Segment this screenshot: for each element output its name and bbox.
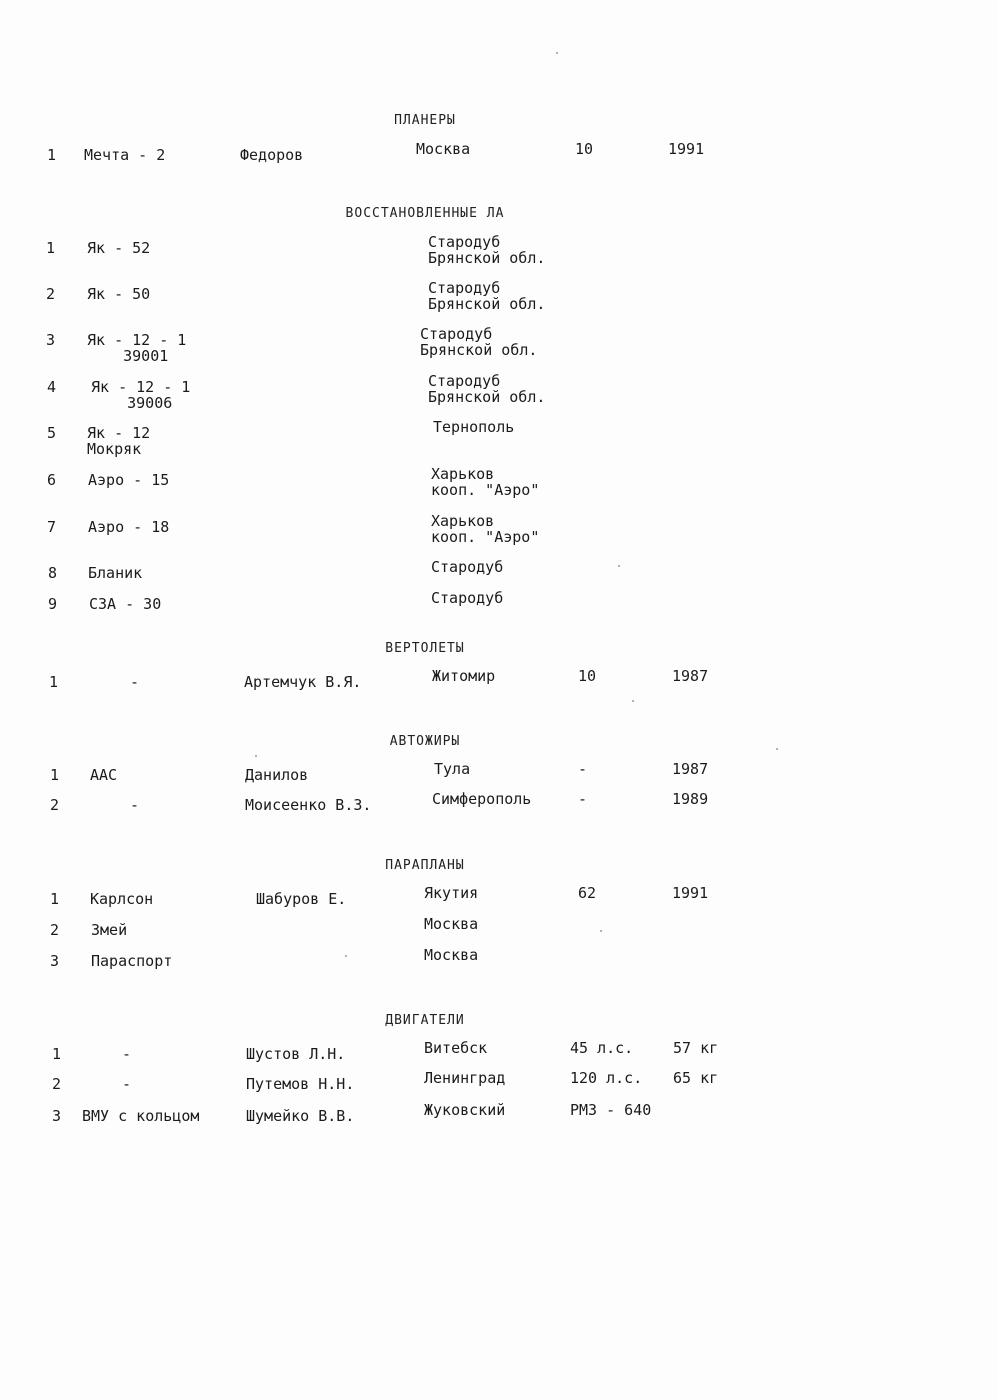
location: Стародуб Брянской обл. — [428, 233, 546, 267]
aircraft-name: Аэро - 15 — [88, 471, 170, 489]
year: 1991 — [668, 140, 705, 158]
location: Тула — [434, 760, 471, 778]
aircraft-name: Змей — [91, 921, 128, 939]
aircraft-name: Мечта - 2 — [84, 146, 166, 164]
aircraft-name: Карлсон — [90, 890, 154, 908]
scan-speck — [618, 565, 620, 567]
scan-speck — [632, 700, 634, 702]
location: Витебск — [424, 1039, 488, 1057]
row-number: 9 — [48, 595, 58, 613]
location: Стародуб — [431, 558, 504, 576]
aircraft-name: Як - 12 Мокряк — [87, 424, 151, 458]
aircraft-name: ААС — [90, 766, 118, 784]
year: 1987 — [672, 760, 709, 778]
aircraft-name: Як - 12 - 1 39006 — [91, 378, 191, 412]
author-name: Шумейко В.В. — [246, 1107, 355, 1125]
author-name: Моисеенко В.З. — [245, 796, 372, 814]
row-number: 4 — [47, 378, 57, 396]
location: Москва — [416, 140, 471, 158]
row-number: 7 — [47, 518, 57, 536]
row-number: 8 — [48, 564, 58, 582]
location: Жуковский — [424, 1101, 506, 1119]
row-number: 1 — [46, 239, 56, 257]
year: 1991 — [672, 884, 709, 902]
row-number: 3 — [52, 1107, 62, 1125]
row-number: 2 — [50, 921, 60, 939]
row-number: 1 — [52, 1045, 62, 1063]
aircraft-name: - — [122, 1075, 132, 1093]
aircraft-name: - — [122, 1045, 132, 1063]
location: Тернополь — [433, 418, 515, 436]
author-name: Шустов Л.Н. — [246, 1045, 346, 1063]
section-heading: ПЛАНЕРЫ — [394, 113, 456, 128]
scan-speck — [600, 930, 602, 932]
value: 10 — [575, 140, 594, 158]
aircraft-name: ВМУ с кольцом — [82, 1107, 200, 1125]
location: Якутия — [424, 884, 479, 902]
author-name: Данилов — [245, 766, 309, 784]
value: РМЗ - 640 — [570, 1101, 652, 1119]
year: 1987 — [672, 667, 709, 685]
row-number: 1 — [50, 890, 60, 908]
value: 62 — [578, 884, 597, 902]
scan-speck — [255, 755, 257, 757]
value: 120 л.с. — [570, 1069, 643, 1087]
location: Стародуб Брянской обл. — [428, 279, 546, 313]
aircraft-name: - — [130, 796, 140, 814]
scan-speck — [556, 52, 558, 54]
value: 45 л.с. — [570, 1039, 634, 1057]
value: - — [578, 790, 588, 808]
location: Москва — [424, 915, 479, 933]
row-number: 2 — [46, 285, 56, 303]
aircraft-name: Бланик — [88, 564, 143, 582]
section-heading: ВЕРТОЛЕТЫ — [385, 641, 465, 656]
aircraft-name: Як - 50 — [87, 285, 151, 303]
row-number: 1 — [47, 146, 57, 164]
year: 65 кг — [673, 1069, 719, 1087]
author-name: Федоров — [240, 146, 304, 164]
value: - — [578, 760, 588, 778]
location: Харьков кооп. "Аэро" — [431, 465, 540, 499]
year: 57 кг — [673, 1039, 719, 1057]
location: Стародуб Брянской обл. — [428, 372, 546, 406]
row-number: 1 — [49, 673, 59, 691]
row-number: 1 — [50, 766, 60, 784]
year: 1989 — [672, 790, 709, 808]
row-number: 3 — [50, 952, 60, 970]
scan-speck — [776, 748, 778, 750]
location: Харьков кооп. "Аэро" — [431, 512, 540, 546]
aircraft-name: - — [130, 673, 140, 691]
aircraft-name: Аэро - 18 — [88, 518, 170, 536]
section-heading: ВОССТАНОВЛЕННЫЕ ЛА — [345, 206, 505, 221]
location: Симферополь — [432, 790, 532, 808]
author-name: Артемчук В.Я. — [244, 673, 362, 691]
row-number: 3 — [46, 331, 56, 349]
section-heading: ДВИГАТЕЛИ — [385, 1013, 465, 1028]
value: 10 — [578, 667, 597, 685]
row-number: 6 — [47, 471, 57, 489]
row-number: 5 — [47, 424, 57, 442]
location: Стародуб Брянской обл. — [420, 325, 538, 359]
aircraft-name: СЗА - 30 — [89, 595, 162, 613]
section-heading: ПАРАПЛАНЫ — [385, 858, 465, 873]
row-number: 2 — [50, 796, 60, 814]
row-number: 2 — [52, 1075, 62, 1093]
location: Москва — [424, 946, 479, 964]
scan-speck — [345, 955, 347, 957]
location: Стародуб — [431, 589, 504, 607]
aircraft-name: Як - 12 - 1 39001 — [87, 331, 187, 365]
location: Житомир — [432, 667, 496, 685]
section-heading: АВТОЖИРЫ — [389, 734, 461, 749]
author-name: Путемов Н.Н. — [246, 1075, 355, 1093]
location: Ленинград — [424, 1069, 506, 1087]
aircraft-name: Як - 52 — [87, 239, 151, 257]
author-name: Шабуров Е. — [256, 890, 347, 908]
aircraft-name: Параспорт — [91, 952, 173, 970]
